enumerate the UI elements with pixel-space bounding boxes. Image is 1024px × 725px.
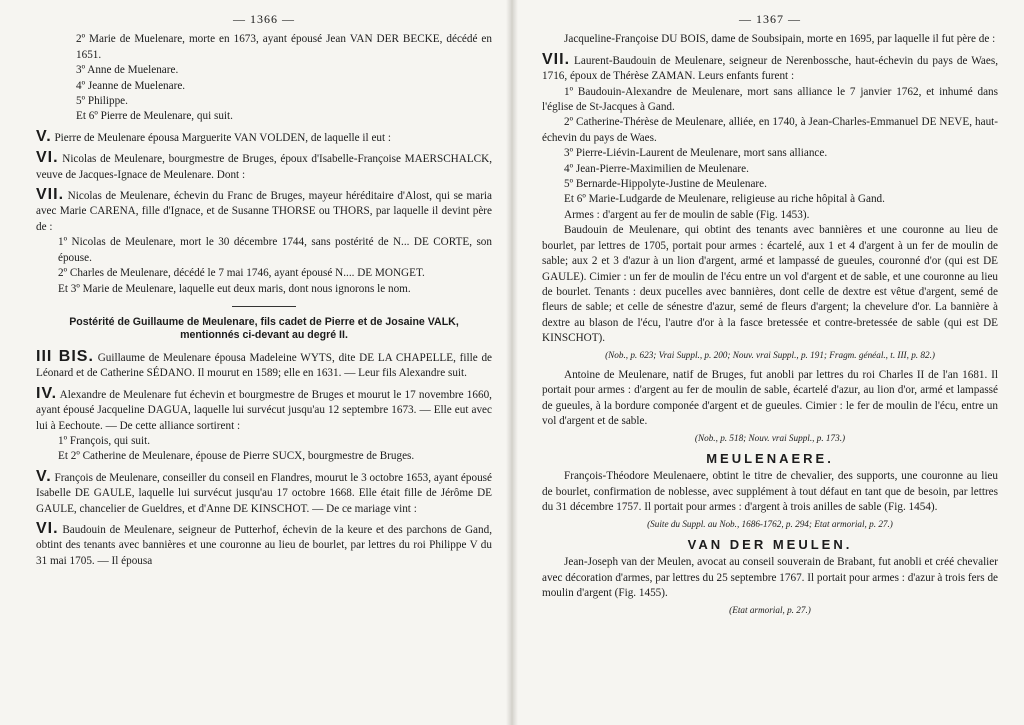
jean-paragraph: Jean-Joseph van der Meulen, avocat au conseil souverain de Brabant, fut anobli et créé chevalier avec décoration d'armes, par lettres du 25 septembre 1767. Il portait pour armes : d'azur à trois fers de moulin d'argent (Fig. 1455). [542, 556, 998, 600]
section-text: Alexandre de Meulenare fut échevin et bourgmestre de Bruges et mourut le 17 novembre 1660, ayant épousé Jacqueline DAGUA, laquelle lui survécut jusqu'au 12 septembre 1673. — Elle eut avec lui à Eechoute. — De cette alliance sortirent : [36, 388, 492, 432]
section-iv [36, 386, 492, 434]
section-vii-laurent [542, 52, 998, 85]
line-pierre: Et 6º Pierre de Meulenare, qui suit. [76, 110, 233, 123]
posterity-heading: Postérité de Guillaume de Meulenare, fils cadet de Pierre et de Josaine VALK, mentionnés ci-devant au degré II. [69, 315, 459, 342]
child-4: 4º Jean-Pierre-Maximilien de Meulenare. [564, 162, 749, 175]
section-text: Nicolas de Meulenare, échevin du Franc de Bruges, mayeur héréditaire d'Alost, qui se maria avec Marie CARENA, fille d'Ignace, et de Susanne THORSE ou THORS, par laquelle il devint père de : [36, 190, 493, 233]
roman-numeral: V. [36, 467, 52, 485]
child-1: 1º Baudouin-Alexandre de Meulenare, mort sans alliance le 7 janvier 1762, et inhumé dans l'église de St-Jacques à Gand. [542, 85, 998, 114]
reference-note: (Nob., p. 623; Vrai Suppl., p. 200; Nouv. vrai Suppl., p. 191; Fragm. généal., t. III, p. 82.) [605, 349, 935, 360]
intro-line: Jacqueline-Françoise DU BOIS, dame de Soubsipain, morte en 1695, par laquelle il fut père de : [564, 33, 996, 46]
section-vi-baudouin [36, 521, 492, 569]
reference-note: (Etat armorial, p. 27.) [729, 604, 811, 615]
section-text: Laurent-Baudouin de Meulenare, seigneur de Nerenbossche, haut-échevin du pays de Waes, 1716, époux de Thérèse ZAMAN. Leurs enfants furent : [542, 54, 999, 83]
title-meulenaere: MEULENAERE. [706, 450, 834, 466]
section-vi [36, 150, 492, 183]
line-philippe: 5º Philippe. [76, 95, 128, 108]
separator-rule [232, 306, 296, 307]
roman-numeral: VII. [36, 186, 65, 204]
iv-child-1: 1º François, qui suit. [58, 434, 151, 447]
child-6: Et 6º Marie-Ludgarde de Meulenare, religieuse au riche hôpital à Gand. [564, 193, 885, 206]
vii-child-1: 1º Nicolas de Meulenare, mort le 30 décembre 1744, sans postérité de N... DE CORTE, son épouse. [58, 236, 492, 264]
vii-child-3: Et 3º Marie de Meulenare, laquelle eut deux maris, dont nous ignorons le nom. [58, 282, 411, 295]
section-text: Guillaume de Meulenare épousa Madeleine WYTS, dite DE LA CHAPELLE, fille de Léonard et de Catherine SÉDANO. Il mourut en 1589; elle en 1631. — Leur fils Alexandre suit. [36, 351, 493, 380]
child-5: 5º Bernarde-Hippolyte-Justine de Meulenare. [564, 178, 767, 191]
section-iii-bis [36, 349, 492, 382]
section-v [36, 129, 492, 146]
page-number-right: — 1367 — [739, 12, 801, 26]
child-2: 2º Catherine-Thérèse de Meulenare, alliée, en 1740, à Jean-Charles-Emmanuel DE NEVE, haut-échevin du pays de Waes. [542, 116, 998, 144]
title-van-der-meulen: VAN DER MEULEN. [687, 537, 853, 552]
section-v-francois [36, 469, 492, 517]
baudouin-paragraph: Baudouin de Meulenare, qui obtint des tenants avec bannières et une couronne au lieu de bourlet, par lettres de 1705, portait pour armes : écartelé, aux 1 et 4 d'argent à un fer de moulin de sable; aux 2 et 3 d'azur à un lion d'argent, armé et lampassé de gueules, couronné d'or (qui est DE GAULE). Cimier : un fer de moulin de l'écu entre un vol d'argent et de sable, et une couronne au lieu de bourlet. Tenants : deux pucelles avec bannières, dont celle de dextre est vêtue d'argent, semé de fleurs de sable; et celle de sénestre d'azur, semé de fleurs d'argent; la chevelure d'or. La bannière à dextre au blason de l'écu, l'autre d'or à la fasce bretessée et contre-bretessée de sable (qui est DE KINSCHOT). [542, 224, 998, 345]
roman-numeral: VI. [36, 149, 59, 167]
iv-child-2: Et 2º Catherine de Meulenare, épouse de Pierre SUCX, bourgmestre de Bruges. [58, 450, 415, 463]
line-jeanne: 4º Jeanne de Muelenare. [76, 79, 186, 92]
line-anne: 3º Anne de Muelenare. [76, 64, 179, 77]
antoine-paragraph: Antoine de Meulenare, natif de Bruges, fut anobli par lettres du roi Charles II de l'an 1681. Il portait pour armes : d'argent au fer de moulin de sable, écartelé d'azur, au lion d'or, armé et lampassé de gueules, à la bordure componée d'argent et de gueules. Cimier : le fer de moulin de l'écu, entre un vol d'argent et de sable. [542, 368, 998, 428]
francois-paragraph: François-Théodore Meulenaere, obtint le titre de chevalier, des supports, une couronne au lieu de bourlet, confirmation de noblesse, avec supplément à tout défaut en tant que de besoin, par lettres du 31 décembre 1757. Il portait pour armes : d'argent à trois anilles de sable (Fig. 1454). [542, 470, 998, 514]
roman-numeral: V. [36, 127, 52, 145]
roman-numeral: VI. [36, 519, 59, 537]
section-vii [36, 187, 492, 235]
child-3: 3º Pierre-Liévin-Laurent de Meulenare, mort sans alliance. [564, 147, 828, 160]
reference-note: (Suite du Suppl. au Nob., 1686-1762, p. 294; Etat armorial, p. 27.) [647, 518, 893, 529]
armes-line: Armes : d'argent au fer de moulin de sable (Fig. 1453). [564, 208, 810, 221]
reference-note: (Nob., p. 518; Nouv. vrai Suppl., p. 173.) [694, 432, 846, 443]
section-text: Nicolas de Meulenare, bourgmestre de Bruges, époux d'Isabelle-Françoise MAERSCHALCK, veuve de Jacques-Ignace de Meulenare. Dont : [36, 153, 492, 181]
right-page [512, 0, 1024, 725]
roman-numeral: IV. [36, 384, 58, 402]
section-text: François de Meulenare, conseiller du conseil en Flandres, mourut le 3 octobre 1653, ayant épousé Isabelle DE GAULE, laquelle lui survécut jusqu'au 17 octobre 1668. Elle était fille de Jérôme DE GAULE, chancelier de Gueldres, et d'Anne DE KINSCHOT. — De ce mariage vint : [36, 471, 492, 515]
roman-numeral: VII. [542, 50, 571, 68]
section-text: Pierre de Meulenare épousa Marguerite VAN VOLDEN, de laquelle il eut : [54, 131, 392, 144]
line-marie: 2º Marie de Muelenare, morte en 1673, ayant épousé Jean VAN DER BECKE, décédé en 1651. [76, 33, 492, 61]
roman-numeral: III BIS. [36, 347, 94, 365]
vii-child-2: 2º Charles de Meulenare, décédé le 7 mai 1746, ayant épousé N.... DE MONGET. [58, 267, 425, 280]
page-number-left: — 1366 — [233, 12, 295, 26]
section-text: Baudouin de Meulenare, seigneur de Putterhof, échevin de la keure et des parchons de Gand, obtint des tenants avec bannières et une couronne au lieu de bourlet, par lettres du roi Philippe V du 31 mai 1705. — Il épousa [36, 523, 493, 567]
